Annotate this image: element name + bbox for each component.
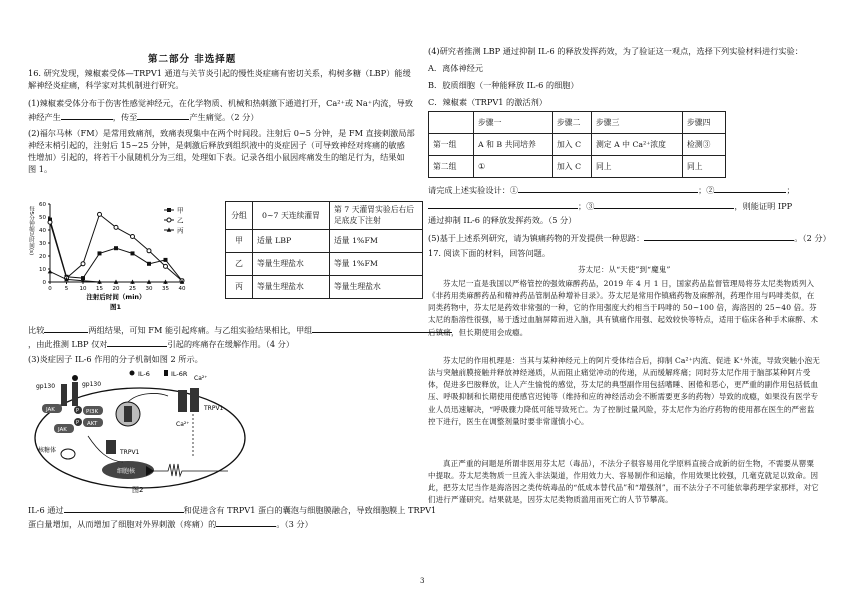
table-cell: 等量生理盐水 xyxy=(253,252,330,275)
fill-text-d: ；③ xyxy=(578,201,595,211)
data-point xyxy=(164,258,168,262)
table-header-cell xyxy=(429,112,474,134)
data-point xyxy=(48,269,53,273)
blank-input[interactable] xyxy=(61,110,113,120)
q16-1-text-c: 产生痛觉。（2 分） xyxy=(189,112,259,122)
q16-2-compare-line1 xyxy=(28,323,452,337)
q16-4-fill-line1 xyxy=(428,183,795,197)
y-tick-label: 30 xyxy=(39,241,46,247)
label-p: P xyxy=(76,420,80,426)
x-tick-label: 25 xyxy=(129,286,136,292)
q16-2-line4: 图 1。 xyxy=(28,164,53,174)
table-cell: 第一组 xyxy=(429,134,474,156)
table-cell: 检测③ xyxy=(683,134,726,156)
table-row xyxy=(226,252,423,275)
figure2-mechanism-diagram xyxy=(28,366,258,496)
q17-intro: 17. 阅读下面的材料，回答问题。 xyxy=(428,248,551,258)
y-tick-label: 20 xyxy=(39,254,46,260)
table-header-cell: 步骤三 xyxy=(592,112,683,134)
q16-1-line2 xyxy=(28,110,259,124)
q16-2-compare-line2 xyxy=(28,337,294,351)
legend-label: 甲 xyxy=(177,206,184,215)
data-point xyxy=(114,225,118,229)
table-row xyxy=(226,202,423,230)
table-row xyxy=(429,134,726,156)
table-cell: 测定 A 中 Ca²⁺浓度 xyxy=(592,134,683,156)
data-point xyxy=(131,235,135,239)
q16-2-line1: (2)福尔马林（FM）是常用致痛剂，致痛表现集中在两个时间段。注射后 0~5 分钟，是 FM 直接刺激局部 xyxy=(28,128,415,138)
il6-legend-icon xyxy=(130,371,135,376)
article-paragraph-3: 真正严重的问题是所谓非医用芬太尼（毒品），不法分子很容易用化学原料直接合成新的衍生物，不需要从罂粟中提取。芬太尼类物质一旦流入非法渠道，作用效力大、容易制作和运输，作用效果比较强，几毫克就足以致命。因此，把芬太尼当作是海洛因之类传统毒品的“低成本替代品”和“增强剂”，而不法分子不可能依靠药理学家那样，对它们进行严谨研究。结果就是，因芬太尼类物质滥用而死亡的人节节攀高。 xyxy=(428,459,819,505)
q16-3-text-c: 蛋白量增加，从而增加了细胞对外界刺激（疼痛）的 xyxy=(28,519,217,529)
q16-3-line2 xyxy=(28,517,313,531)
trpv1-protein xyxy=(124,406,132,422)
legend-il6: IL-6 xyxy=(138,370,150,378)
table-cell: 同上 xyxy=(592,156,683,178)
q16-1-line1: (1)辣椒素受体分布于伤害性感觉神经元，在化学物质、机械和热刺激下通道打开，Ca²⁺或 Na⁺内流，导致 xyxy=(28,98,414,108)
fill-text-b: ；② xyxy=(698,185,715,195)
table-row xyxy=(226,275,423,298)
table-cell: 甲 xyxy=(226,229,253,252)
blank-input[interactable] xyxy=(518,183,698,193)
label-gp130: gp130 xyxy=(36,383,56,390)
fill-text-a: 请完成上述实验设计：① xyxy=(428,185,519,195)
x-tick-label: 15 xyxy=(96,286,103,292)
table-cell: 适量 1%FM xyxy=(330,229,423,252)
q16-5-text-b: 。（2 分） xyxy=(794,233,831,243)
label-ca-outside: Ca²⁺ xyxy=(194,375,208,382)
fill-text-e: ，则能证明 IPP xyxy=(734,201,793,211)
table-cell: 等量生理盐水 xyxy=(330,275,423,298)
label-akt: AKT xyxy=(87,421,98,427)
blank-input[interactable] xyxy=(216,517,276,527)
q16-intro-line1: 16. 研究发现，辣椒素受体—TRPV1 通道与关节炎引起的慢性炎症痛有密切关系，构树多糖（LBP）能缓 xyxy=(28,68,411,78)
q16-1-text-b: ，传至 xyxy=(112,112,138,122)
x-axis-label: 注射后时间（min） xyxy=(86,293,146,301)
x-tick-label: 0 xyxy=(48,286,52,292)
data-point xyxy=(98,251,102,255)
label-jak: JAK xyxy=(46,407,55,413)
label-trpv1: TRPV1 xyxy=(120,449,140,456)
x-tick-label: 30 xyxy=(145,286,153,292)
label-trpv1-channel: TRPV1 xyxy=(204,405,224,412)
figure1-caption: 图1 xyxy=(110,303,122,311)
arrow-path xyxy=(128,394,168,402)
q16-1-text-a: 神经产生 xyxy=(28,112,61,122)
label-nucleus: 细胞核 xyxy=(117,468,136,475)
il6r-legend-icon xyxy=(164,370,168,376)
table-header-cell: 分组 xyxy=(226,202,253,230)
table-row xyxy=(429,156,726,178)
table-cell: 同上 xyxy=(683,156,726,178)
action-potential-wave xyxy=(148,464,228,476)
table-cell: 加入 C xyxy=(553,134,592,156)
option-a: A．离体神经元 xyxy=(428,63,484,73)
table-cell: 加入 C xyxy=(553,156,592,178)
table-header-cell: 步骤二 xyxy=(553,112,592,134)
legend-marker xyxy=(167,218,171,222)
arrow-path xyxy=(88,436,123,462)
legend-marker xyxy=(167,208,171,212)
option-b: B．胶质细胞（一种能释放 IL-6 的细胞） xyxy=(428,80,579,90)
q16-3-text-d: 。（3 分） xyxy=(276,519,313,529)
trpv1-protein xyxy=(106,440,116,454)
table-experiment xyxy=(428,111,726,178)
table-cell: ① xyxy=(474,156,553,178)
q16-4-fill-line2 xyxy=(428,199,792,213)
compare-text-d: 引起的疼痛存在缓解作用。（4 分） xyxy=(167,339,295,349)
blank-input[interactable] xyxy=(714,183,786,193)
blank-input[interactable] xyxy=(644,231,794,241)
y-tick-label: 0 xyxy=(42,280,46,286)
data-point xyxy=(164,264,168,268)
table-cell: A 和 B 共同培养 xyxy=(474,134,553,156)
table-header-cell: 步骤一 xyxy=(474,112,553,134)
blank-input[interactable] xyxy=(44,323,88,333)
il6-molecule xyxy=(72,375,78,381)
q16-5-text-a: (5)基于上述系列研究，请为镇痛药物的开发提供一种思路： xyxy=(428,233,645,243)
q16-3-line1 xyxy=(28,503,436,517)
legend-label: 丙 xyxy=(177,226,184,235)
x-tick-label: 10 xyxy=(79,286,87,292)
q16-3-text-b: 和促进含有 TRPV1 蛋白的囊泡与细胞膜融合，导致细胞膜上 TRPV1 xyxy=(183,505,437,515)
label-ca-inside: Ca²⁺ xyxy=(176,421,190,428)
table-header-cell: 第 7 天灌胃实验后右后足底皮下注射 xyxy=(330,202,423,230)
trpv1-channel xyxy=(190,388,199,412)
figure2-caption: 图2 xyxy=(132,486,144,494)
table-cell: 第二组 xyxy=(429,156,474,178)
compare-text-a: 比较 xyxy=(28,325,45,335)
q16-2-line3: 性增加）引起的，将若干小鼠随机分为三组，处理如下表。记录各组小鼠因疼痛发生的缩足行为，结果如 xyxy=(28,152,405,162)
label-ribosome: 核糖体 xyxy=(38,447,57,454)
y-tick-label: 50 xyxy=(39,215,46,221)
page-number: 3 xyxy=(420,577,425,585)
option-c: C．辣椒素（TRPV1 的激活剂） xyxy=(428,97,547,107)
y-tick-label: 60 xyxy=(39,202,46,208)
data-point xyxy=(147,262,151,266)
fill-text-c: ； xyxy=(786,185,795,195)
y-axis-label: 每5分钟缩足时间(s) xyxy=(28,206,34,256)
table-cell: 等量 1%FM xyxy=(330,252,423,275)
ribosome-icon xyxy=(61,449,75,459)
label-p: P xyxy=(76,408,80,414)
label-pi3k: PI3K xyxy=(86,409,99,415)
article-paragraph-1: 芬太尼一直是我国以严格管控的强效麻醉药品，2019 年 4 月 1 日，国家药品监督管理局将芬太尼类物质列入《非药用类麻醉药品和精神药品管制品种增补目录》。芬太尼是常用作镇痛药物及麻醉剂，药理作用与吗啡类似，在同类药物中，芬太尼是药效非常强的一种，它的作用强度大约相当于吗啡的 50~100 倍，海洛因的 25~40 倍。芬太尼的脂溶性很强，易于透过血脑屏障而进入脑，具有镇痛作用强、起效较快等特点，适用于临床各种手术麻醉、术后镇痛，但长期使用会成瘾。 xyxy=(428,279,819,337)
trpv1-channel xyxy=(178,390,187,412)
x-tick-label: 35 xyxy=(162,286,169,292)
table-row xyxy=(226,229,423,252)
x-tick-label: 20 xyxy=(112,286,120,292)
legend-il6r: IL-6R xyxy=(171,370,188,378)
x-tick-label: 40 xyxy=(178,286,186,292)
x-tick-label: 5 xyxy=(64,286,69,292)
q16-3-heading: (3)炎症因子 IL-6 作用的分子机制如图 2 所示。 xyxy=(28,354,203,364)
data-point xyxy=(98,212,102,216)
data-point xyxy=(131,251,135,255)
article-paragraph-2: 芬太尼的作用机理是：当其与某种神经元上的阿片受体结合后，抑制 Ca²⁺内流、促进 K⁺外流，导致突触小泡无法与突触前膜接触并释放神经递质，从而阻止痛觉冲动的传递，从而缓解疼痛；同时芬太尼作用于脑部某种阿片受体，促进多巴胺释放，让人产生愉悦的感觉，芬太尼的典型副作用包括嗜睡、困倦和恶心，更严重的副作用包括低血压、呼吸抑制和长期使用使感官迟钝等（维持和应的神经活动会不断需要更多的药物）导致的成瘾，如果没有医学专业人员迅速解决，“呼吸骤力降低可能导致死亡。为了控制过量风险，芬太尼作为治疗药物的使用都在医生的严密监控下进行，医生在调整剂量时要非常谨慎小心。 xyxy=(428,356,820,426)
section-title: 第二部分 非选择题 xyxy=(148,54,237,65)
q16-intro-line2: 解神经炎症痛，科学家对其机制进行研究。 xyxy=(28,80,184,90)
data-point xyxy=(48,220,52,224)
blank-input[interactable] xyxy=(137,110,189,120)
article-title: 芬太尼：从“天使”到“魔鬼” xyxy=(578,265,671,274)
q16-4-fill-line3: 通过抑制 IL-6 的释放发挥药效。（5 分） xyxy=(428,215,577,225)
table-cell: 丙 xyxy=(226,275,253,298)
compare-text-b: 两组结果，可知 FM 能引起疼痛。与乙组实验结果相比，甲组 xyxy=(88,325,313,335)
table-header-cell: 步骤四 xyxy=(683,112,726,134)
gp130-receptor xyxy=(61,384,67,406)
y-tick-label: 40 xyxy=(39,228,46,234)
data-point xyxy=(114,246,118,250)
blank-input[interactable] xyxy=(594,199,734,209)
compare-text-c: ，由此推测 LBP 仅对 xyxy=(28,339,108,349)
table-cell: 适量 LBP xyxy=(253,229,330,252)
blank-input[interactable] xyxy=(428,199,578,209)
label-jak: JAK xyxy=(58,427,67,433)
data-point xyxy=(81,262,85,266)
q16-2-line2: 神经末梢引起的，注射后 15~25 分钟，是刺激后释放到组织液中的炎症因子（可导致神经对疼痛的敏感 xyxy=(28,140,405,150)
label-gp130: gp130 xyxy=(82,381,102,388)
data-point xyxy=(147,249,151,253)
figure1-line-chart xyxy=(28,198,208,318)
table-groups xyxy=(225,201,423,299)
gp130-receptor xyxy=(72,382,78,406)
q16-5-line xyxy=(428,231,831,245)
y-tick-label: 10 xyxy=(39,267,46,273)
blank-input[interactable] xyxy=(64,503,184,513)
q16-4-heading: (4)研究者推测 LBP 通过抑制 IL-6 的释放发挥药效，为了验证这一观点，选择下列实验材料进行实验： xyxy=(428,46,803,56)
legend-label: 乙 xyxy=(177,216,184,225)
table-header-cell: 0~7 天连续灌胃 xyxy=(253,202,330,230)
q16-3-text-a: IL-6 通过 xyxy=(28,505,64,515)
blank-input[interactable] xyxy=(107,337,167,347)
table-row xyxy=(429,112,726,134)
table-cell: 等量生理盐水 xyxy=(253,275,330,298)
table-cell: 乙 xyxy=(226,252,253,275)
